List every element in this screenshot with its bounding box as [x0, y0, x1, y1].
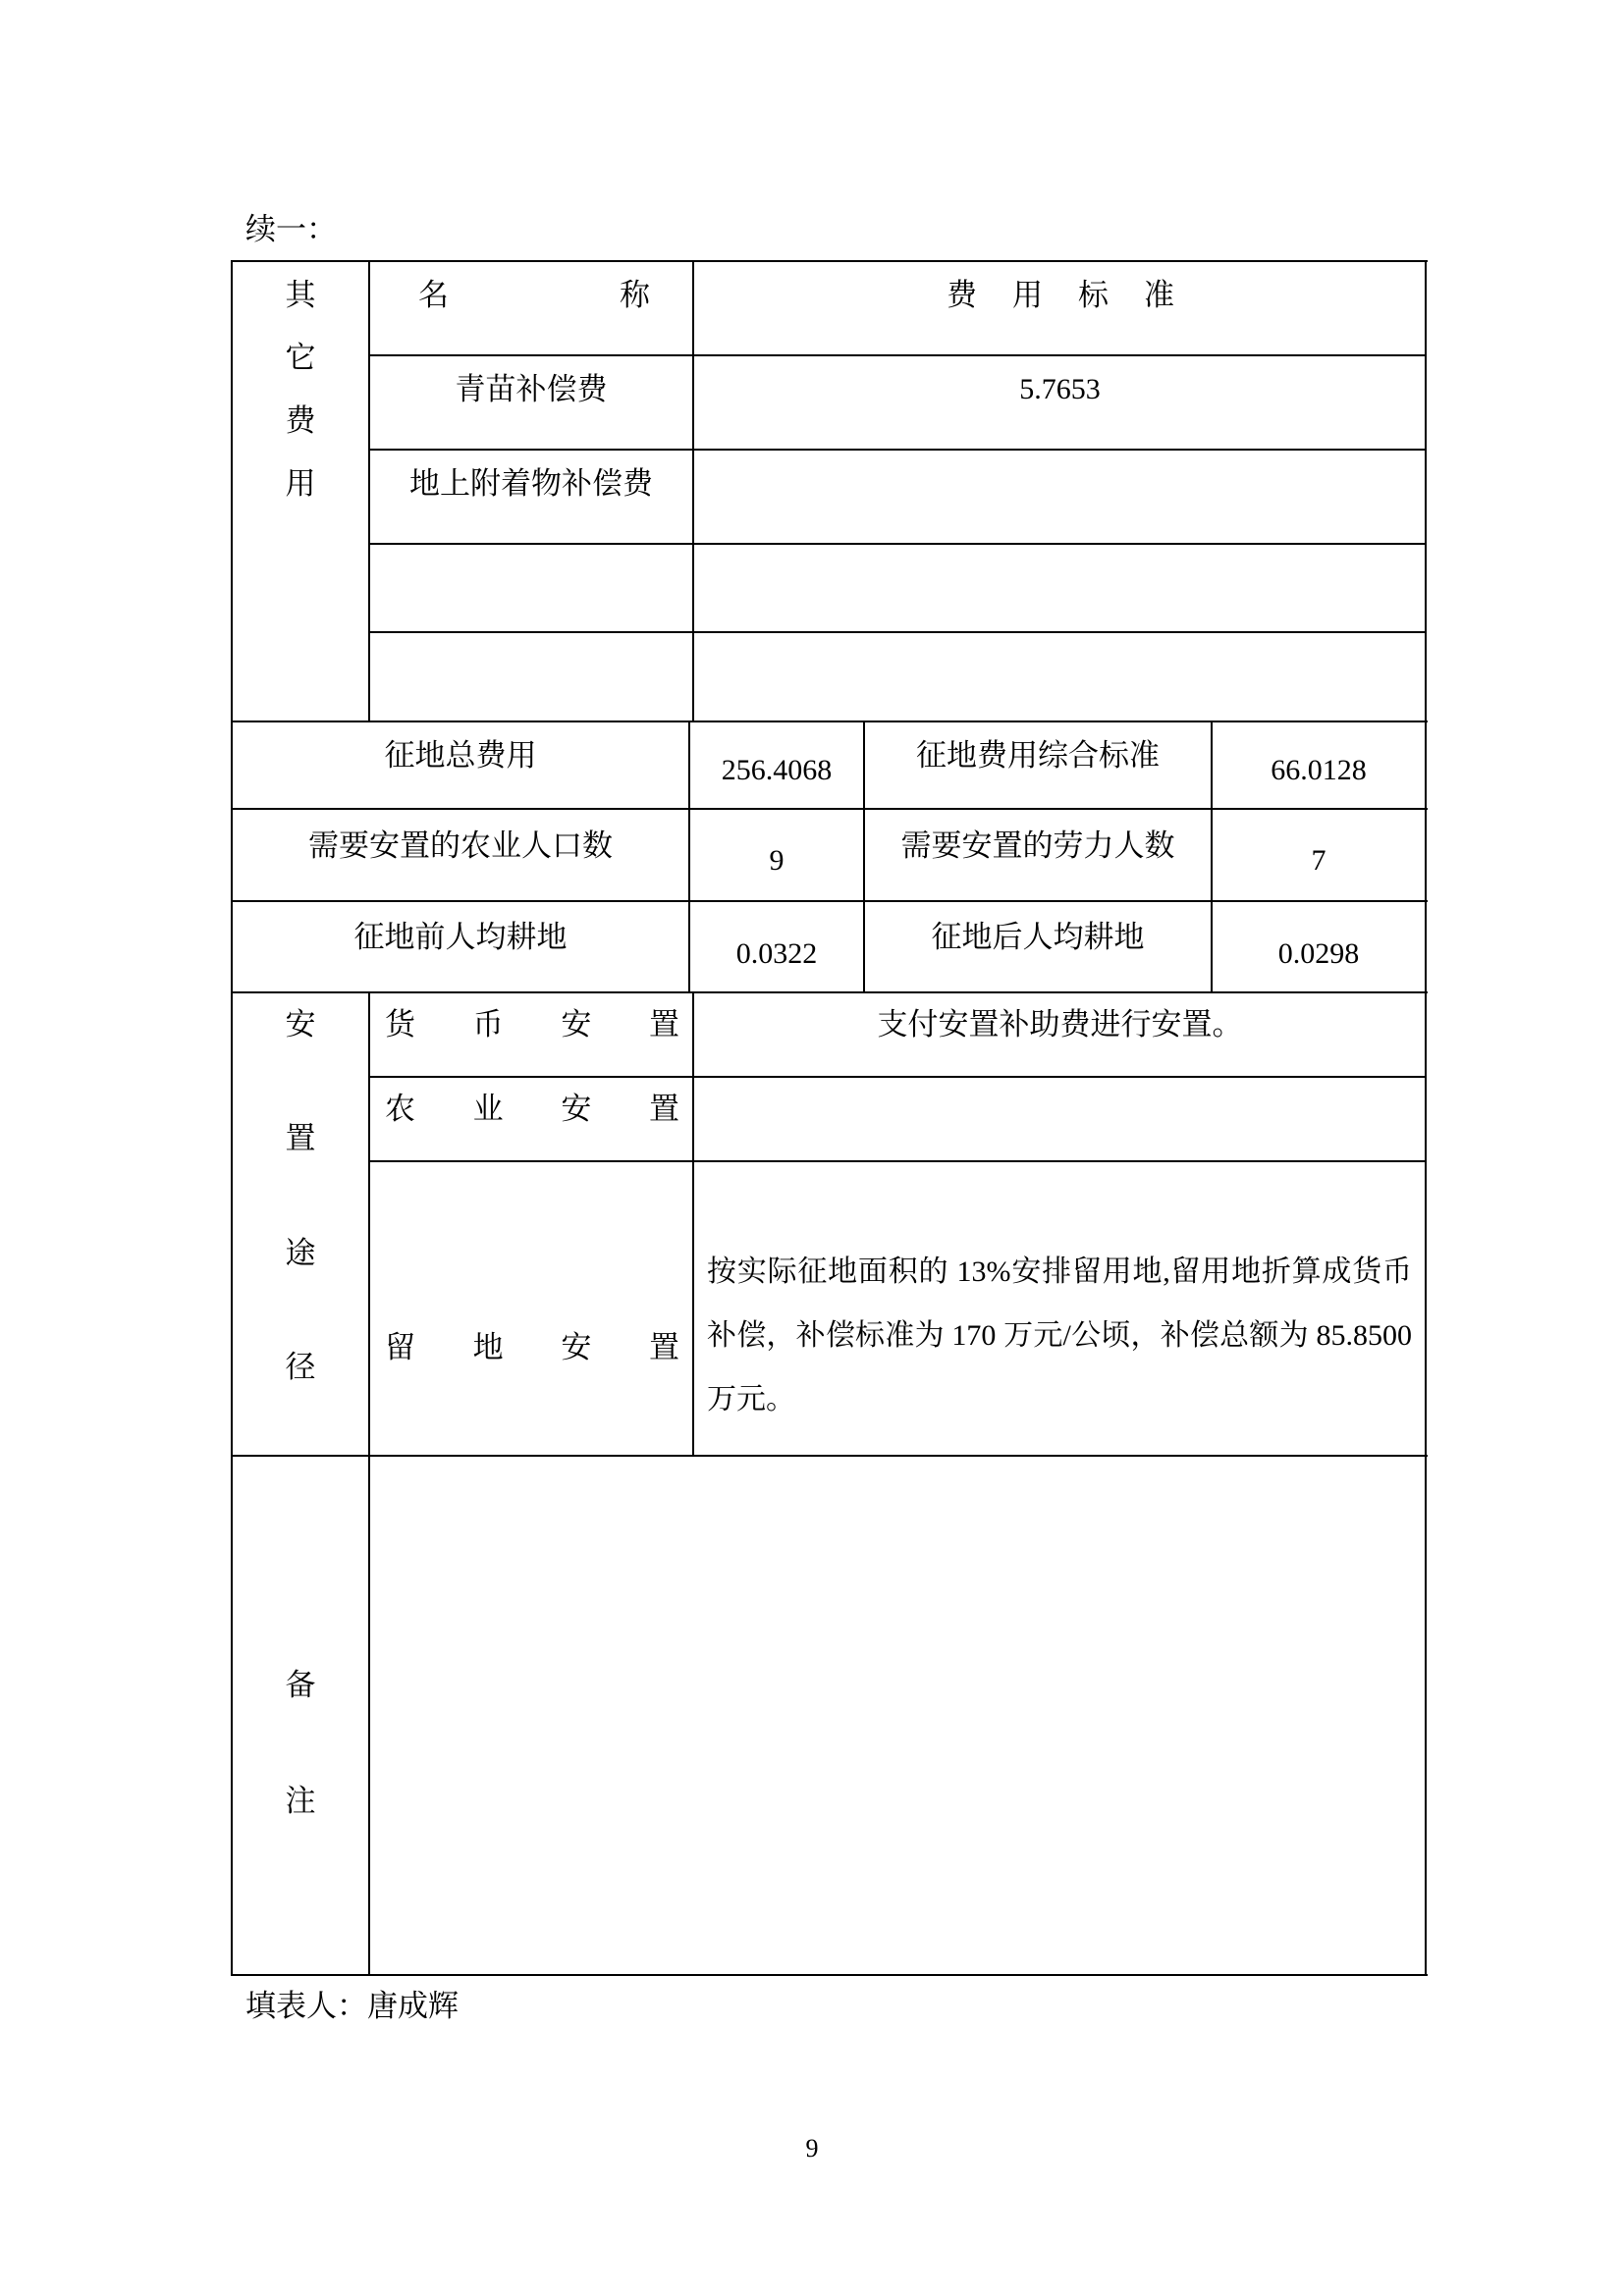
overall-standard-value: 66.0128: [1271, 754, 1367, 786]
label-char: 地: [472, 1330, 504, 1364]
table-border-bottom: [232, 1974, 1428, 1976]
divider: [369, 631, 1427, 633]
label-char: 币: [472, 1007, 504, 1041]
section-label-char: 费: [285, 403, 316, 438]
fee-value: 5.7653: [1019, 373, 1101, 405]
monetary-placement-label: [385, 1008, 679, 1041]
label-char: 置: [648, 1007, 679, 1041]
label-char: 置: [648, 1330, 679, 1364]
summary-label-cell: [865, 829, 1211, 863]
divider: [368, 991, 370, 1976]
placement-label-char: 径: [285, 1350, 316, 1384]
header-standard-char: 费: [947, 278, 977, 312]
section-label-char: 它: [285, 341, 316, 375]
summary-value-cell: [1213, 754, 1425, 787]
section-label-char: 其: [285, 278, 316, 312]
divider: [232, 900, 1428, 902]
farmland-before-label: 征地前人均耕地: [353, 920, 568, 954]
labor-count-label: 需要安置的劳力人数: [900, 828, 1175, 863]
farmland-after-value: 0.0298: [1277, 937, 1360, 970]
placement-label-char: 安: [285, 1007, 316, 1041]
label-char: 留: [385, 1330, 415, 1364]
summary-value-cell: [690, 754, 863, 787]
section-label-char: 用: [285, 466, 316, 501]
header-standard-char: 准: [1144, 278, 1174, 312]
label-char: 安: [561, 1092, 592, 1126]
label-char: 置: [648, 1092, 679, 1126]
fee-name-cell: [370, 373, 692, 406]
agricultural-population-value: 9: [769, 844, 785, 877]
farmland-after-label: 征地后人均耕地: [931, 920, 1145, 954]
reserved-land-placement-content: 按实际征地面积的 13%安排留用地,留用地折算成货币补偿，补偿标准为 170 万元/公顷，补偿总额为 85.8500 万元。: [707, 1255, 1412, 1415]
header-fee-standard: [947, 279, 1174, 312]
agricultural-placement-label: [385, 1093, 679, 1126]
divider: [692, 260, 694, 721]
total-cost-value: 256.4068: [721, 754, 833, 786]
header-standard-char: 用: [1012, 278, 1043, 312]
placement-label-char: 途: [285, 1236, 316, 1270]
fee-name-cell: [370, 467, 692, 501]
label-char: 安: [561, 1007, 592, 1041]
label-char: 业: [472, 1092, 504, 1126]
divider: [232, 808, 1428, 810]
placement-label-char: 置: [285, 1121, 316, 1155]
label-char: 货: [385, 1007, 415, 1041]
header-name-char: 名: [418, 278, 449, 312]
monetary-placement-content-cell: [694, 1008, 1426, 1041]
page-number: 9: [805, 2134, 819, 2163]
header-name: [418, 279, 650, 312]
summary-label-cell: [233, 739, 688, 773]
table-border-left: [231, 260, 233, 1976]
divider: [369, 354, 1427, 356]
divider: [692, 991, 694, 1456]
divider: [232, 1455, 1428, 1457]
summary-label-cell: [865, 921, 1211, 954]
summary-value-cell: [1213, 937, 1425, 971]
divider: [369, 1160, 1427, 1162]
remarks-label-char: 备: [285, 1668, 316, 1702]
fee-name: 青苗补偿费: [455, 372, 608, 406]
header-standard-char: 标: [1078, 278, 1109, 312]
total-cost-label: 征地总费用: [384, 738, 537, 773]
table-border-top: [232, 260, 1428, 262]
continuation-title: 续一：: [245, 212, 337, 246]
fee-name: 地上附着物补偿费: [409, 466, 653, 501]
label-char: 安: [561, 1330, 592, 1364]
labor-count-value: 7: [1311, 844, 1326, 877]
summary-value-cell: [1213, 844, 1425, 878]
summary-label-cell: [233, 921, 688, 954]
header-name-char: 称: [620, 278, 650, 312]
remarks-label-char: 注: [285, 1784, 316, 1818]
divider: [369, 543, 1427, 545]
divider: [369, 449, 1427, 451]
divider: [369, 1076, 1427, 1078]
table-border-right: [1425, 260, 1427, 1976]
summary-label-cell: [233, 829, 688, 863]
divider: [232, 991, 1428, 993]
summary-value-cell: [690, 937, 863, 971]
reserved-land-placement-label: [385, 1331, 679, 1364]
agricultural-population-label: 需要安置的农业人口数: [308, 828, 613, 863]
overall-standard-label: 征地费用综合标准: [916, 738, 1160, 773]
monetary-placement-content: 支付安置补助费进行安置。: [877, 1007, 1243, 1041]
other-fees-section-label: [233, 279, 368, 501]
form-filler: 填表人：唐成辉: [245, 1989, 459, 2023]
summary-value-cell: [690, 844, 863, 878]
label-char: 农: [385, 1092, 415, 1126]
farmland-before-value: 0.0322: [735, 937, 818, 970]
divider: [232, 721, 1428, 722]
summary-label-cell: [865, 739, 1211, 773]
fee-value-cell: [694, 373, 1426, 406]
